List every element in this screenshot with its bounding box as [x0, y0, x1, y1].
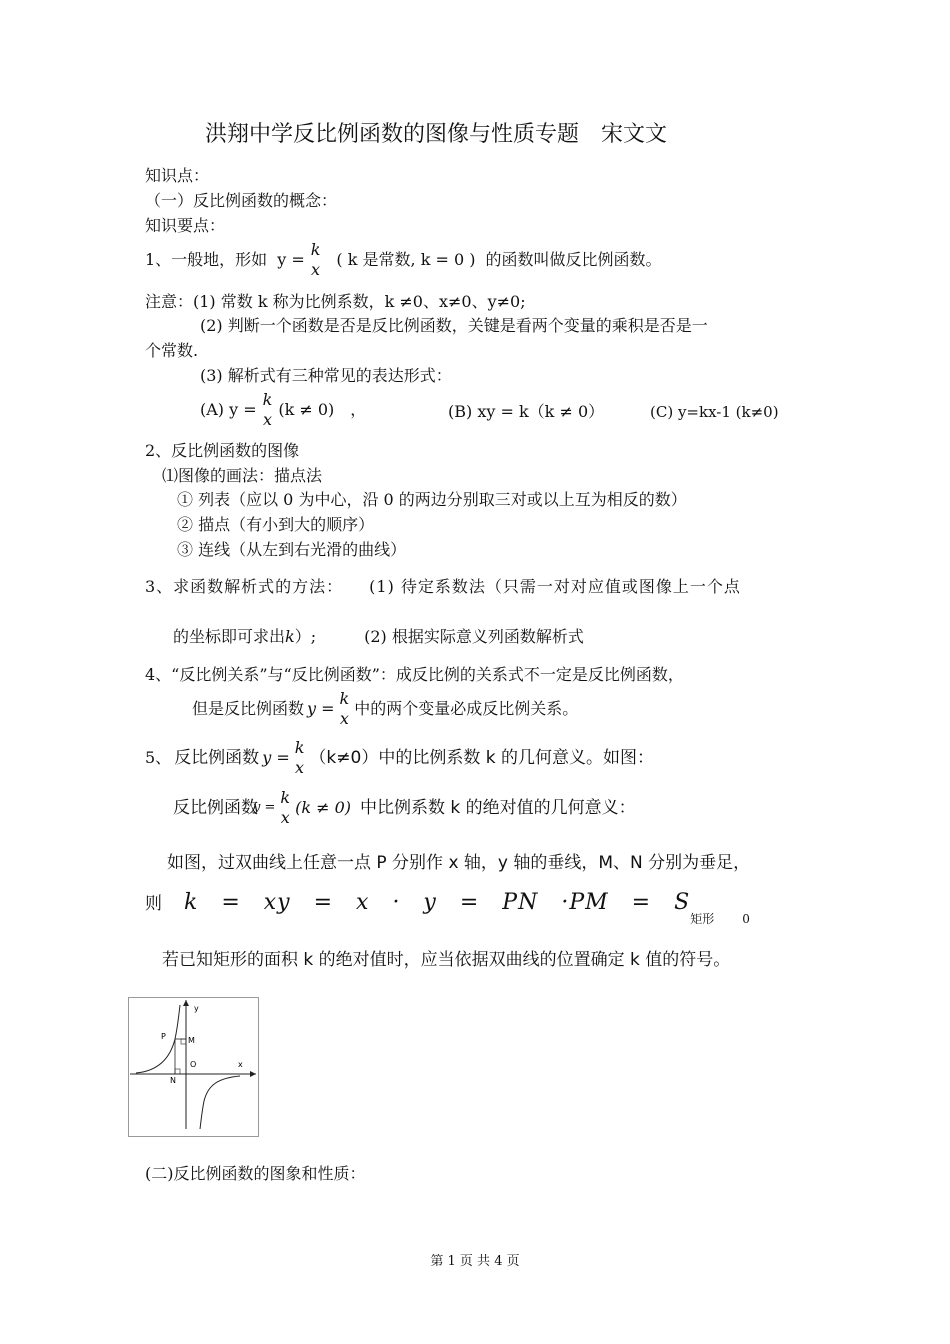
- form-a-fraction: [263, 390, 273, 430]
- item-2-step-2: ② 描点（有小到大的顺序）: [177, 515, 375, 534]
- item-2-step-1: ① 列表（应以 0 为中心，沿 0 的两边分别取三对或以上互为相反的数）: [177, 490, 687, 509]
- item-3-k: k: [285, 627, 295, 646]
- item-4-y-eq: y =: [307, 699, 335, 718]
- fraction-numerator: k: [310, 240, 321, 259]
- item-4-line-2a: 但是反比例函数: [192, 699, 305, 718]
- item-5-fraction: [295, 738, 305, 778]
- item-1-fraction: [311, 240, 321, 280]
- section-heading: 知识点：: [145, 166, 210, 185]
- item-5-line-1: [145, 738, 654, 778]
- fraction-numerator: k: [294, 738, 305, 757]
- page-title: 洪翔中学反比例函数的图像与性质专题 宋文文: [205, 122, 668, 147]
- label-y: y: [194, 1004, 199, 1013]
- item-5-line-4: [145, 885, 750, 926]
- item-5-subscript: 矩形: [690, 912, 715, 926]
- subsection-heading: （一）反比例函数的概念：: [145, 191, 338, 210]
- form-a-prefix: (A) y =: [200, 400, 257, 419]
- fraction-denominator: x: [295, 758, 305, 777]
- item-5-line-2-eq: y =: [253, 800, 276, 815]
- item-5-prefix: 5、: [145, 748, 172, 767]
- item-5-line-2-fraction: [280, 788, 290, 828]
- item-5-line-2b: 中比例系数 k 的绝对值的几何意义：: [360, 798, 636, 818]
- points-heading: 知识要点：: [145, 216, 226, 235]
- hyperbola-figure: [128, 997, 259, 1137]
- item-5-y-eq: y =: [262, 748, 290, 767]
- label-n: N: [170, 1076, 176, 1085]
- item-5-then: 则: [145, 894, 162, 914]
- item-1-y-eq: y =: [277, 250, 305, 269]
- form-c: (C) y=kx-1 (k≠0): [650, 403, 779, 421]
- form-a: [200, 390, 366, 430]
- label-o: O: [190, 1060, 197, 1069]
- item-5-line-2-cond: (k ≠ 0): [295, 798, 352, 817]
- fraction-numerator: k: [339, 689, 350, 708]
- item-4-fraction: [340, 689, 350, 729]
- fraction-denominator: x: [280, 808, 290, 827]
- item-2-draw: ⑴图像的画法：描点法: [162, 466, 323, 485]
- item-1-prefix: 1、一般地，形如: [145, 250, 268, 269]
- item-5-line-2: [173, 788, 636, 828]
- hyperbola-graph: [128, 997, 259, 1137]
- item-5-equation: k = xy = x · y = PN ·PM = S: [184, 890, 691, 915]
- item-2-title: 2、反比例函数的图像: [145, 441, 300, 460]
- item-4-line-2b: 中的两个变量必成反比例关系。: [354, 699, 579, 718]
- label-x: x: [238, 1060, 243, 1069]
- item-5-subscript-2: 0: [742, 912, 750, 926]
- item-1-suffix: 的函数叫做反比例函数。: [485, 250, 662, 269]
- item-3-line-1: 3、求函数解析式的方法： (1) 待定系数法（只需一对对应值或图像上一个点: [145, 577, 741, 596]
- item-5-line-2a: 反比例函数: [173, 798, 258, 818]
- item-2-step-3: ③ 连线（从左到右光滑的曲线）: [177, 540, 407, 559]
- note-2-cont: 个常数.: [145, 341, 199, 360]
- fraction-denominator: x: [339, 709, 349, 728]
- item-5-bold-1: 反比例函数: [174, 748, 260, 768]
- fraction-denominator: x: [262, 410, 273, 429]
- item-1: [145, 240, 662, 280]
- note-1: 注意：(1) 常数 k 称为比例系数，k ≠0、x≠0、y≠0;: [145, 292, 526, 311]
- section-2-heading: (二)反比例函数的图象和性质：: [145, 1164, 366, 1183]
- form-b: (B) xy = k（k ≠ 0）: [448, 402, 605, 421]
- note-2: (2) 判断一个函数是否是反比例函数，关键是看两个变量的乘积是否是一: [200, 316, 708, 335]
- item-4-line-1: 4、“反比例关系”与“反比例函数”：成反比例的关系式不一定是反比例函数，: [145, 665, 684, 684]
- form-a-condition: (k ≠ 0) ，: [278, 400, 367, 419]
- page-footer: 第 1 页 共 4 页: [430, 1254, 520, 1269]
- item-4-line-2: [192, 689, 578, 729]
- item-5-line-5: 若已知矩形的面积 k 的绝对值时，应当依据双曲线的位置确定 k 值的符号。: [162, 950, 731, 970]
- fraction-numerator: k: [262, 390, 273, 409]
- item-3-line-2: [173, 627, 584, 647]
- item-5-line-3: 如图，过双曲线上任意一点 P 分别作 x 轴，y 轴的垂线，M、N 分别为垂足，: [167, 853, 751, 873]
- fraction-denominator: x: [311, 260, 321, 279]
- fraction-numerator: k: [280, 788, 291, 807]
- note-3: (3) 解析式有三种常见的表达形式：: [200, 366, 452, 385]
- item-5-bold-2: （k≠0）中的比例系数 k 的几何意义。如图：: [309, 748, 654, 768]
- label-m: M: [188, 1036, 195, 1045]
- item-1-condition: ( k 是常数, k = 0 ): [336, 250, 476, 269]
- label-p: P: [161, 1032, 166, 1041]
- item-3-line-2b: ）; (2) 根据实际意义列函数解析式: [294, 627, 584, 646]
- item-3-line-2a: 的坐标即可求出: [173, 627, 286, 646]
